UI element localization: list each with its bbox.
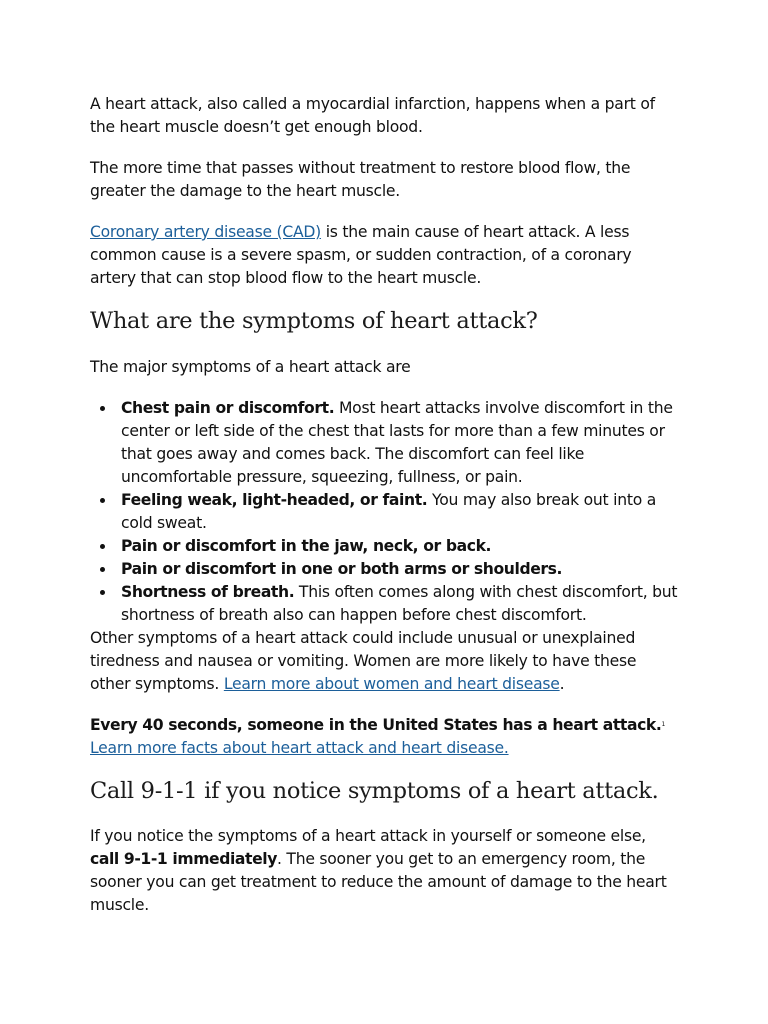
symptom-title: Pain or discomfort in the jaw, neck, or back. <box>121 537 492 555</box>
other-symptoms-paragraph <box>90 627 678 696</box>
fact-paragraph <box>90 714 678 760</box>
symptom-title: Chest pain or discomfort. <box>121 399 335 417</box>
footnote-marker: 1 <box>661 721 666 728</box>
symptom-title: Shortness of breath. <box>121 583 295 601</box>
bullet-icon <box>100 544 105 549</box>
list-item <box>121 535 678 558</box>
list-item <box>121 489 678 535</box>
call-text-start: If you notice the symptoms of a heart attack in yourself or someone else, <box>90 827 646 845</box>
call-text-end: . The sooner you get to an emergency room, the sooner you can get treatment to reduce the amount of damage to the heart muscle. <box>90 850 667 914</box>
symptoms-heading: What are the symptoms of heart attack? <box>90 308 538 334</box>
symptom-text: Most heart attacks involve discomfort in the center or left side of the chest that lasts for more than a few minutes or that goes away and comes back. The discomfort can feel like uncomfortable pressure, squeezing, fullness, or pain. <box>121 399 673 486</box>
women-heart-disease-link[interactable]: Learn more about women and heart disease <box>223 675 560 693</box>
bullet-icon <box>100 590 105 595</box>
call-paragraph <box>90 825 678 917</box>
intro-paragraph-1: A heart attack, also called a myocardial infarction, happens when a part of the heart muscle doesn’t get enough blood. <box>90 95 655 136</box>
bullet-icon <box>100 498 105 503</box>
other-symptoms-text: Other symptoms of a heart attack could include unusual or unexplained tiredness and nausea or vomiting. Women are more likely to have these other symptoms. <box>90 629 637 693</box>
symptom-title: Feeling weak, light-headed, or faint. <box>121 491 428 509</box>
other-symptoms-end: . <box>559 675 565 693</box>
symptom-title: Pain or discomfort in one or both arms or shoulders. <box>121 560 563 578</box>
heart-facts-link[interactable]: Learn more facts about heart attack and heart disease. <box>90 739 509 757</box>
symptom-text: You may also break out into a cold sweat. <box>121 491 656 532</box>
fact-statement: Every 40 seconds, someone in the United States has a heart attack. <box>90 716 662 734</box>
symptoms-lead: The major symptoms of a heart attack are <box>90 358 411 376</box>
call-heading: Call 9-1-1 if you notice symptoms of a heart attack. <box>90 778 659 804</box>
intro-paragraph-2: The more time that passes without treatment to restore blood flow, the greater the damage to the heart muscle. <box>90 159 631 200</box>
intro-paragraph-3 <box>90 221 678 290</box>
bullet-icon <box>100 406 105 411</box>
bullet-icon <box>100 567 105 572</box>
call-emphasis: call 9-1-1 immediately <box>90 850 277 868</box>
list-item <box>121 581 678 627</box>
list-item <box>121 558 678 581</box>
symptom-text: This often comes along with chest discomfort, but shortness of breath also can happen before chest discomfort. <box>121 583 678 624</box>
symptoms-list <box>90 397 678 627</box>
list-item <box>121 397 678 489</box>
cad-link[interactable]: Coronary artery disease (CAD) <box>90 223 322 241</box>
intro-paragraph-3-text: is the main cause of heart attack. A less common cause is a severe spasm, or sudden contraction, of a coronary artery that can stop blood flow to the heart muscle. <box>90 223 632 287</box>
